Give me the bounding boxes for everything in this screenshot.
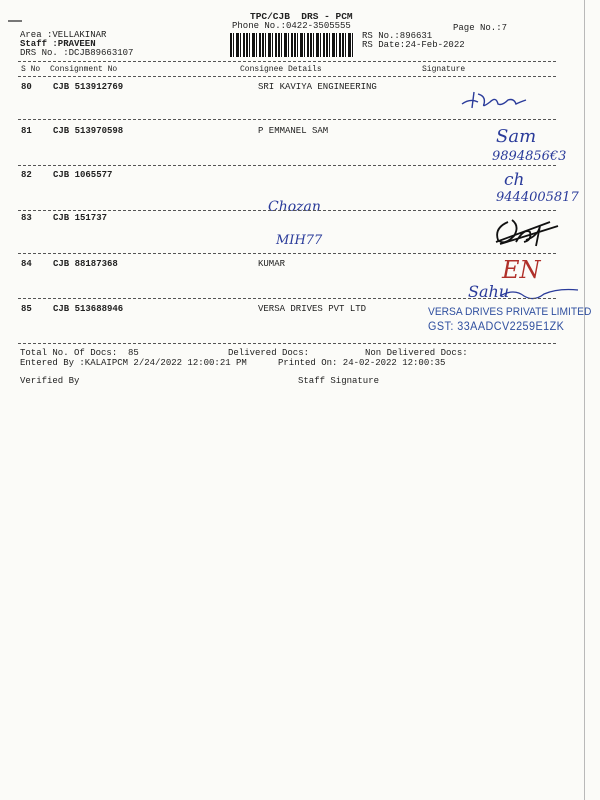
signature-row-83 [490, 212, 560, 252]
divider [18, 298, 556, 299]
row-sno: 81 [21, 126, 32, 136]
area-label: Area :VELLAKINAR [20, 30, 107, 40]
phone-number: Phone No.:0422-3505555 [232, 21, 351, 31]
signature-row-80 [460, 88, 530, 114]
handwritten-phone: 9894856€3 [492, 149, 567, 164]
barcode [230, 33, 354, 57]
row-consignment-no: CJB 1065577 [53, 170, 113, 180]
divider [18, 253, 556, 254]
verified-by-label: Verified By [20, 376, 80, 386]
document-title: TPC/CJB DRS - PCM [250, 11, 353, 22]
company-stamp-name: VERSA DRIVES PRIVATE LIMITED [428, 306, 592, 318]
non-delivered-docs: Non Delivered Docs: [365, 348, 468, 358]
divider [18, 343, 556, 344]
page-number: Page No.:7 [453, 23, 508, 33]
row-consignment-no: CJB 151737 [53, 213, 108, 223]
row-sno: 82 [21, 170, 32, 180]
row-sno: 84 [21, 259, 32, 269]
staff-label: Staff :PRAVEEN [20, 39, 96, 49]
column-header-sno: S No [21, 65, 41, 74]
company-stamp-gst: GST: 33AADCV2259E1ZK [428, 319, 565, 333]
row-consignee: KUMAR [258, 259, 286, 269]
handwritten-signature: Sahu [468, 282, 510, 301]
row-consignee: P EMMANEL SAM [258, 126, 329, 136]
row-consignment-no: CJB 513970598 [53, 126, 124, 136]
drs-number: DRS No. :DCJB89663107 [20, 48, 134, 58]
divider [18, 165, 556, 166]
handwritten-mark: EN [502, 256, 541, 284]
column-header-consignment: Consignment No [50, 65, 118, 74]
row-sno: 85 [21, 304, 32, 314]
rs-date: RS Date:24-Feb-2022 [362, 40, 465, 50]
row-sno: 83 [21, 213, 32, 223]
row-consignment-no: CJB 513912769 [53, 82, 124, 92]
divider [18, 61, 556, 62]
signature-scrawl [500, 286, 580, 302]
scan-edge-line [584, 0, 585, 800]
printed-on: Printed On: 24-02-2022 12:00:35 [278, 358, 446, 368]
entered-by: Entered By :KALAIPCM 2/24/2022 12:00:21 PM [20, 358, 247, 368]
row-consignee: SRI KAVIYA ENGINEERING [258, 82, 377, 92]
divider [18, 210, 556, 211]
handwritten-initials: ch [504, 170, 525, 190]
rs-number: RS No.:896631 [362, 31, 433, 41]
scan-speck [8, 20, 22, 22]
row-consignment-no: CJB 513688946 [53, 304, 124, 314]
column-header-signature: Signature [422, 65, 466, 74]
staff-signature-label: Staff Signature [298, 376, 380, 386]
handwritten-name: Chozan [268, 199, 321, 215]
total-docs: Total No. Of Docs: 85 [20, 348, 139, 358]
handwritten-name: Sam [496, 126, 537, 147]
handwritten-code: MIH77 [276, 233, 323, 248]
row-consignee: VERSA DRIVES PVT LTD [258, 304, 367, 314]
divider [18, 76, 556, 77]
column-header-consignee: Consignee Details [240, 65, 322, 74]
row-consignment-no: CJB 88187368 [53, 259, 118, 269]
handwritten-phone: 9444005817 [496, 190, 579, 205]
row-sno: 80 [21, 82, 32, 92]
divider [18, 119, 556, 120]
delivered-docs: Delivered Docs: [228, 348, 310, 358]
